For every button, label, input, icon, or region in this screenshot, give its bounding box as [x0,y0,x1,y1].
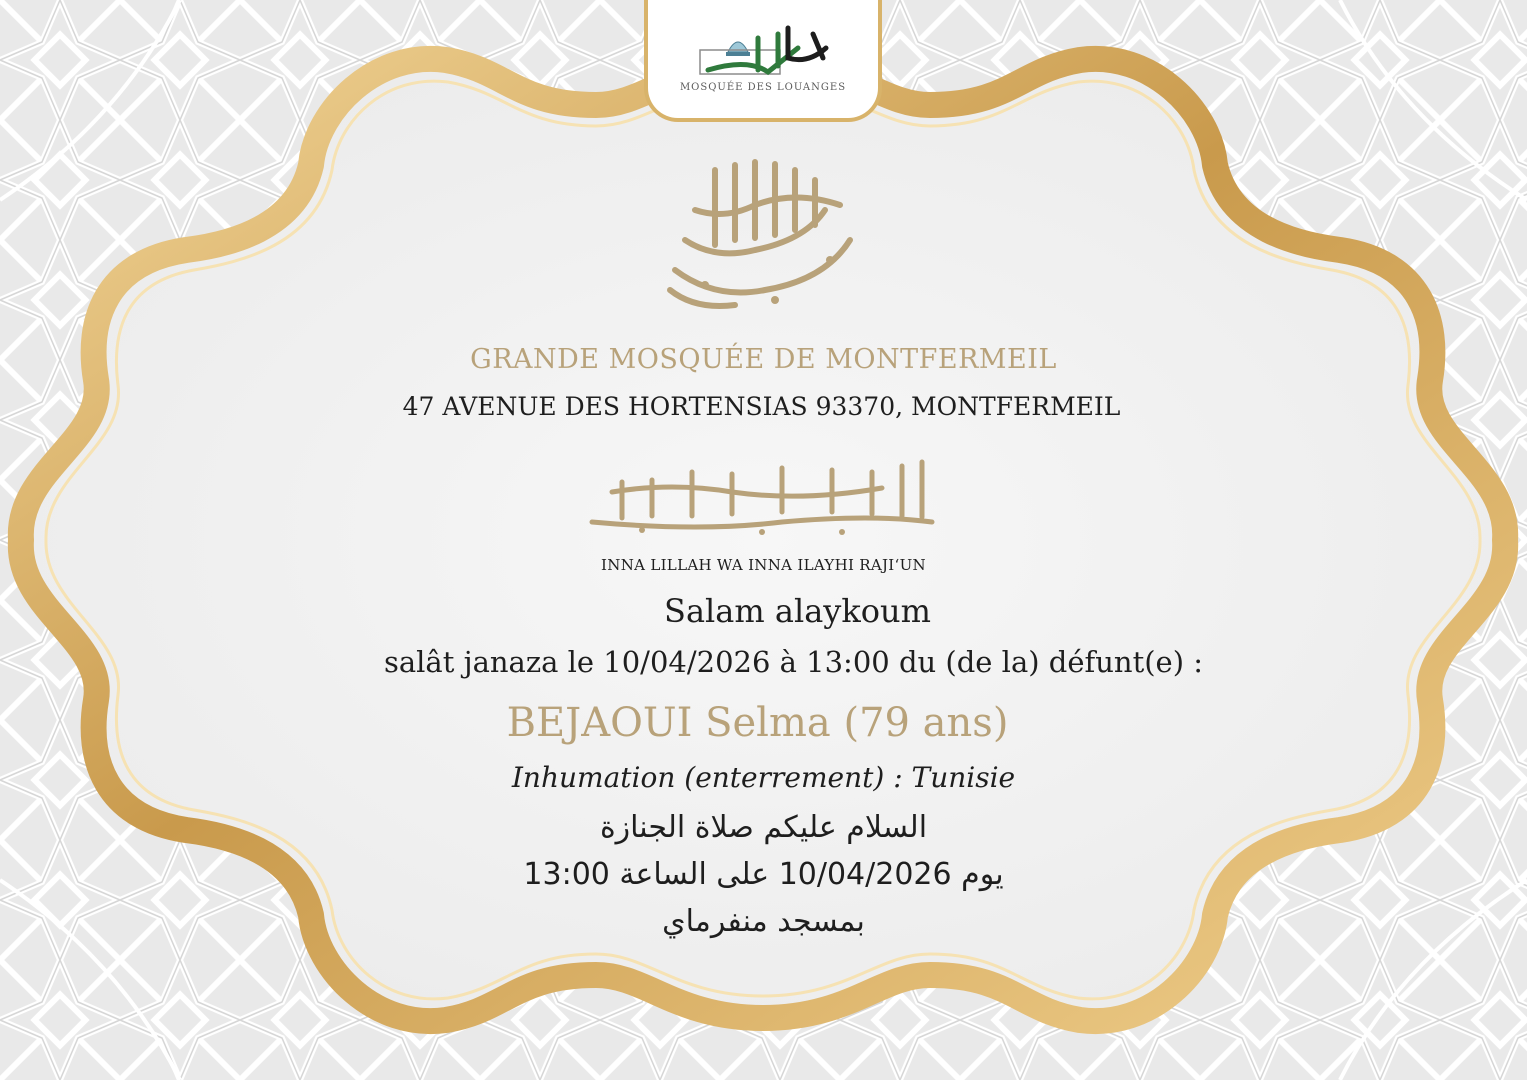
istirja-calligraphy-icon [582,452,944,537]
deceased-name: BEJAOUI Selma (79 ans) [506,700,1009,746]
greeting: Salam alaykoum [664,592,931,630]
mosque-address: 47 AVENUE DES HORTENSIAS 93370, MONTFERMEIL [402,392,1121,421]
mosque-name: GRANDE MOSQUÉE DE MONTFERMEIL [470,344,1057,375]
burial-info: Inhumation (enterrement) : Tunisie [511,761,1016,794]
arabic-line-2: يوم 10/04/2026 على الساعة 13:00 [523,857,1004,892]
arabic-line-3: بمسجد منفرماي [662,904,865,939]
arabic-line-1: السلام عليكم صلاة الجنازة [599,810,928,845]
logo-tab [644,0,882,122]
transliteration: INNA LILLAH WA INNA ILAYHI RAJI‘UN [601,556,926,574]
basmala-calligraphy-icon [655,150,870,315]
logo-caption: MOSQUÉE DES LOUANGES [679,82,847,93]
mosque-logo-icon [648,8,878,88]
prayer-announcement: salât janaza le 10/04/2026 à 13:00 du (de la) défunt(e) : [383,645,1204,679]
